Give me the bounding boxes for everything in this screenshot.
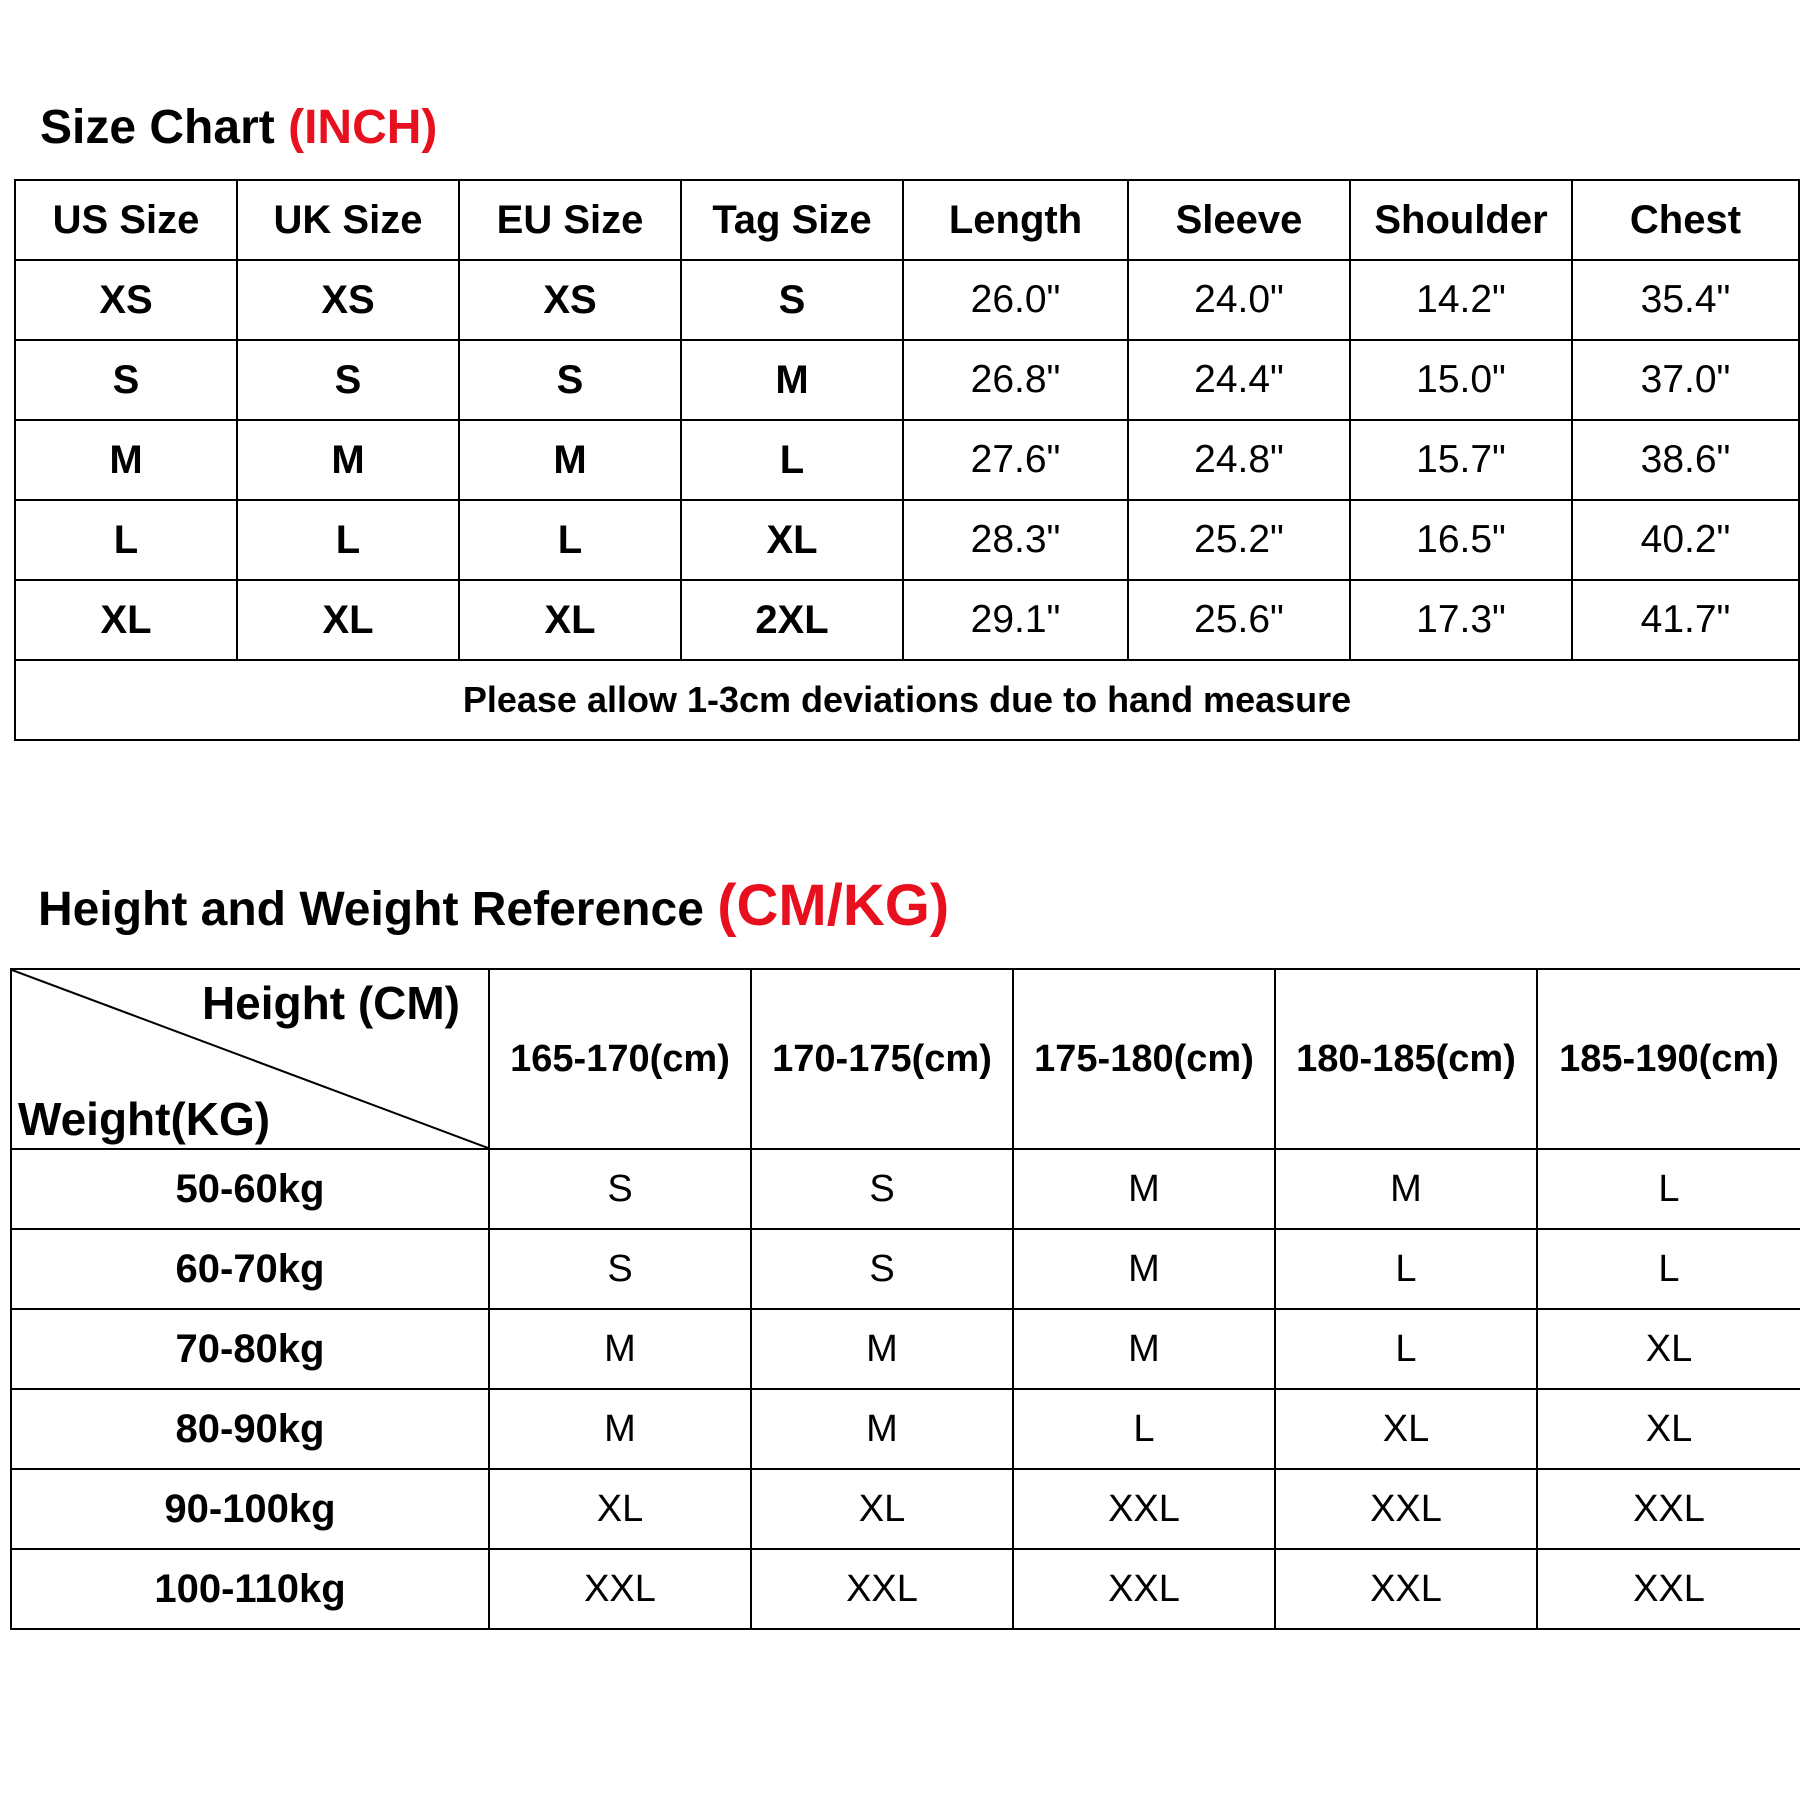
measurement-note: Please allow 1-3cm deviations due to hand measure (15, 660, 1799, 740)
height-column-header: 185-190(cm) (1537, 969, 1800, 1149)
header-length: Length (903, 180, 1128, 260)
recommended-size-cell: L (1275, 1229, 1537, 1309)
recommended-size-cell: M (489, 1389, 751, 1469)
size-chart-title (40, 96, 437, 160)
tag-size-cell: XL (681, 500, 903, 580)
height-weight-table (10, 968, 1800, 1630)
height-column-header: 165-170(cm) (489, 969, 751, 1149)
recommended-size-cell: M (1013, 1309, 1275, 1389)
recommended-size-cell: S (489, 1229, 751, 1309)
header-eu-size: EU Size (459, 180, 681, 260)
tag-size-cell: L (681, 420, 903, 500)
us-size-cell: M (15, 420, 237, 500)
chest-cell: 37.0" (1572, 340, 1799, 420)
shoulder-cell: 17.3" (1350, 580, 1572, 660)
weight-range-cell: 80-90kg (11, 1389, 489, 1469)
recommended-size-cell: XL (1537, 1309, 1800, 1389)
recommended-size-cell: XL (751, 1469, 1013, 1549)
recommended-size-cell: M (1013, 1229, 1275, 1309)
recommended-size-cell: L (1275, 1309, 1537, 1389)
size-chart-table (14, 179, 1800, 741)
recommended-size-cell: XXL (1275, 1549, 1537, 1629)
height-column-header: 180-185(cm) (1275, 969, 1537, 1149)
recommended-size-cell: L (1537, 1149, 1800, 1229)
shoulder-cell: 16.5" (1350, 500, 1572, 580)
reference-row (11, 1229, 1800, 1309)
weight-range-cell: 70-80kg (11, 1309, 489, 1389)
eu-size-cell: S (459, 340, 681, 420)
corner-height-label: Height (CM) (201, 977, 460, 1029)
weight-range-cell: 60-70kg (11, 1229, 489, 1309)
weight-range-cell: 90-100kg (11, 1469, 489, 1549)
length-cell: 28.3" (903, 500, 1128, 580)
height-column-header: 170-175(cm) (751, 969, 1013, 1149)
reference-row (11, 1309, 1800, 1389)
size-row-xl (15, 580, 1799, 660)
reference-row (11, 1469, 1800, 1549)
eu-size-cell: XL (459, 580, 681, 660)
sleeve-cell: 24.4" (1128, 340, 1350, 420)
us-size-cell: XL (15, 580, 237, 660)
chest-cell: 35.4" (1572, 260, 1799, 340)
sleeve-cell: 25.2" (1128, 500, 1350, 580)
size-row-m (15, 420, 1799, 500)
us-size-cell: XS (15, 260, 237, 340)
size-note-row (15, 660, 1799, 740)
length-cell: 29.1" (903, 580, 1128, 660)
recommended-size-cell: XXL (1537, 1549, 1800, 1629)
tag-size-cell: M (681, 340, 903, 420)
corner-weight-label: Weight(KG) (18, 1093, 271, 1145)
recommended-size-cell: XXL (1013, 1549, 1275, 1629)
uk-size-cell: XS (237, 260, 459, 340)
header-chest: Chest (1572, 180, 1799, 260)
shoulder-cell: 15.0" (1350, 340, 1572, 420)
eu-size-cell: L (459, 500, 681, 580)
recommended-size-cell: M (1275, 1149, 1537, 1229)
size-chart-unit: (INCH) (288, 101, 438, 154)
size-chart-header-row (15, 180, 1799, 260)
us-size-cell: S (15, 340, 237, 420)
eu-size-cell: M (459, 420, 681, 500)
reference-title (38, 868, 949, 948)
uk-size-cell: L (237, 500, 459, 580)
recommended-size-cell: M (751, 1389, 1013, 1469)
size-row-s (15, 340, 1799, 420)
height-column-header: 175-180(cm) (1013, 969, 1275, 1149)
recommended-size-cell: XL (1537, 1389, 1800, 1469)
uk-size-cell: M (237, 420, 459, 500)
header-us-size: US Size (15, 180, 237, 260)
tag-size-cell: 2XL (681, 580, 903, 660)
reference-row (11, 1389, 1800, 1469)
chest-cell: 41.7" (1572, 580, 1799, 660)
weight-range-cell: 100-110kg (11, 1549, 489, 1629)
recommended-size-cell: XXL (1013, 1469, 1275, 1549)
recommended-size-cell: S (751, 1149, 1013, 1229)
header-tag-size: Tag Size (681, 180, 903, 260)
header-shoulder: Shoulder (1350, 180, 1572, 260)
sleeve-cell: 24.8" (1128, 420, 1350, 500)
weight-range-cell: 50-60kg (11, 1149, 489, 1229)
recommended-size-cell: XXL (1275, 1469, 1537, 1549)
eu-size-cell: XS (459, 260, 681, 340)
us-size-cell: L (15, 500, 237, 580)
recommended-size-cell: M (1013, 1149, 1275, 1229)
corner-header-cell (11, 969, 489, 1149)
length-cell: 26.0" (903, 260, 1128, 340)
reference-unit: (CM/KG) (717, 873, 950, 938)
chest-cell: 38.6" (1572, 420, 1799, 500)
recommended-size-cell: L (1537, 1229, 1800, 1309)
chest-cell: 40.2" (1572, 500, 1799, 580)
uk-size-cell: S (237, 340, 459, 420)
length-cell: 27.6" (903, 420, 1128, 500)
recommended-size-cell: XL (489, 1469, 751, 1549)
recommended-size-cell: M (489, 1309, 751, 1389)
reference-row (11, 1149, 1800, 1229)
recommended-size-cell: M (751, 1309, 1013, 1389)
recommended-size-cell: XXL (1537, 1469, 1800, 1549)
size-row-l (15, 500, 1799, 580)
header-sleeve: Sleeve (1128, 180, 1350, 260)
sleeve-cell: 25.6" (1128, 580, 1350, 660)
recommended-size-cell: L (1013, 1389, 1275, 1469)
reference-row (11, 1549, 1800, 1629)
shoulder-cell: 15.7" (1350, 420, 1572, 500)
uk-size-cell: XL (237, 580, 459, 660)
reference-title-text: Height and Weight Reference (38, 883, 704, 936)
reference-header-row (11, 969, 1800, 1149)
tag-size-cell: S (681, 260, 903, 340)
size-row-xs (15, 260, 1799, 340)
recommended-size-cell: S (751, 1229, 1013, 1309)
recommended-size-cell: XL (1275, 1389, 1537, 1469)
recommended-size-cell: S (489, 1149, 751, 1229)
size-chart-title-text: Size Chart (40, 101, 275, 154)
length-cell: 26.8" (903, 340, 1128, 420)
sleeve-cell: 24.0" (1128, 260, 1350, 340)
header-uk-size: UK Size (237, 180, 459, 260)
recommended-size-cell: XXL (751, 1549, 1013, 1629)
recommended-size-cell: XXL (489, 1549, 751, 1629)
shoulder-cell: 14.2" (1350, 260, 1572, 340)
